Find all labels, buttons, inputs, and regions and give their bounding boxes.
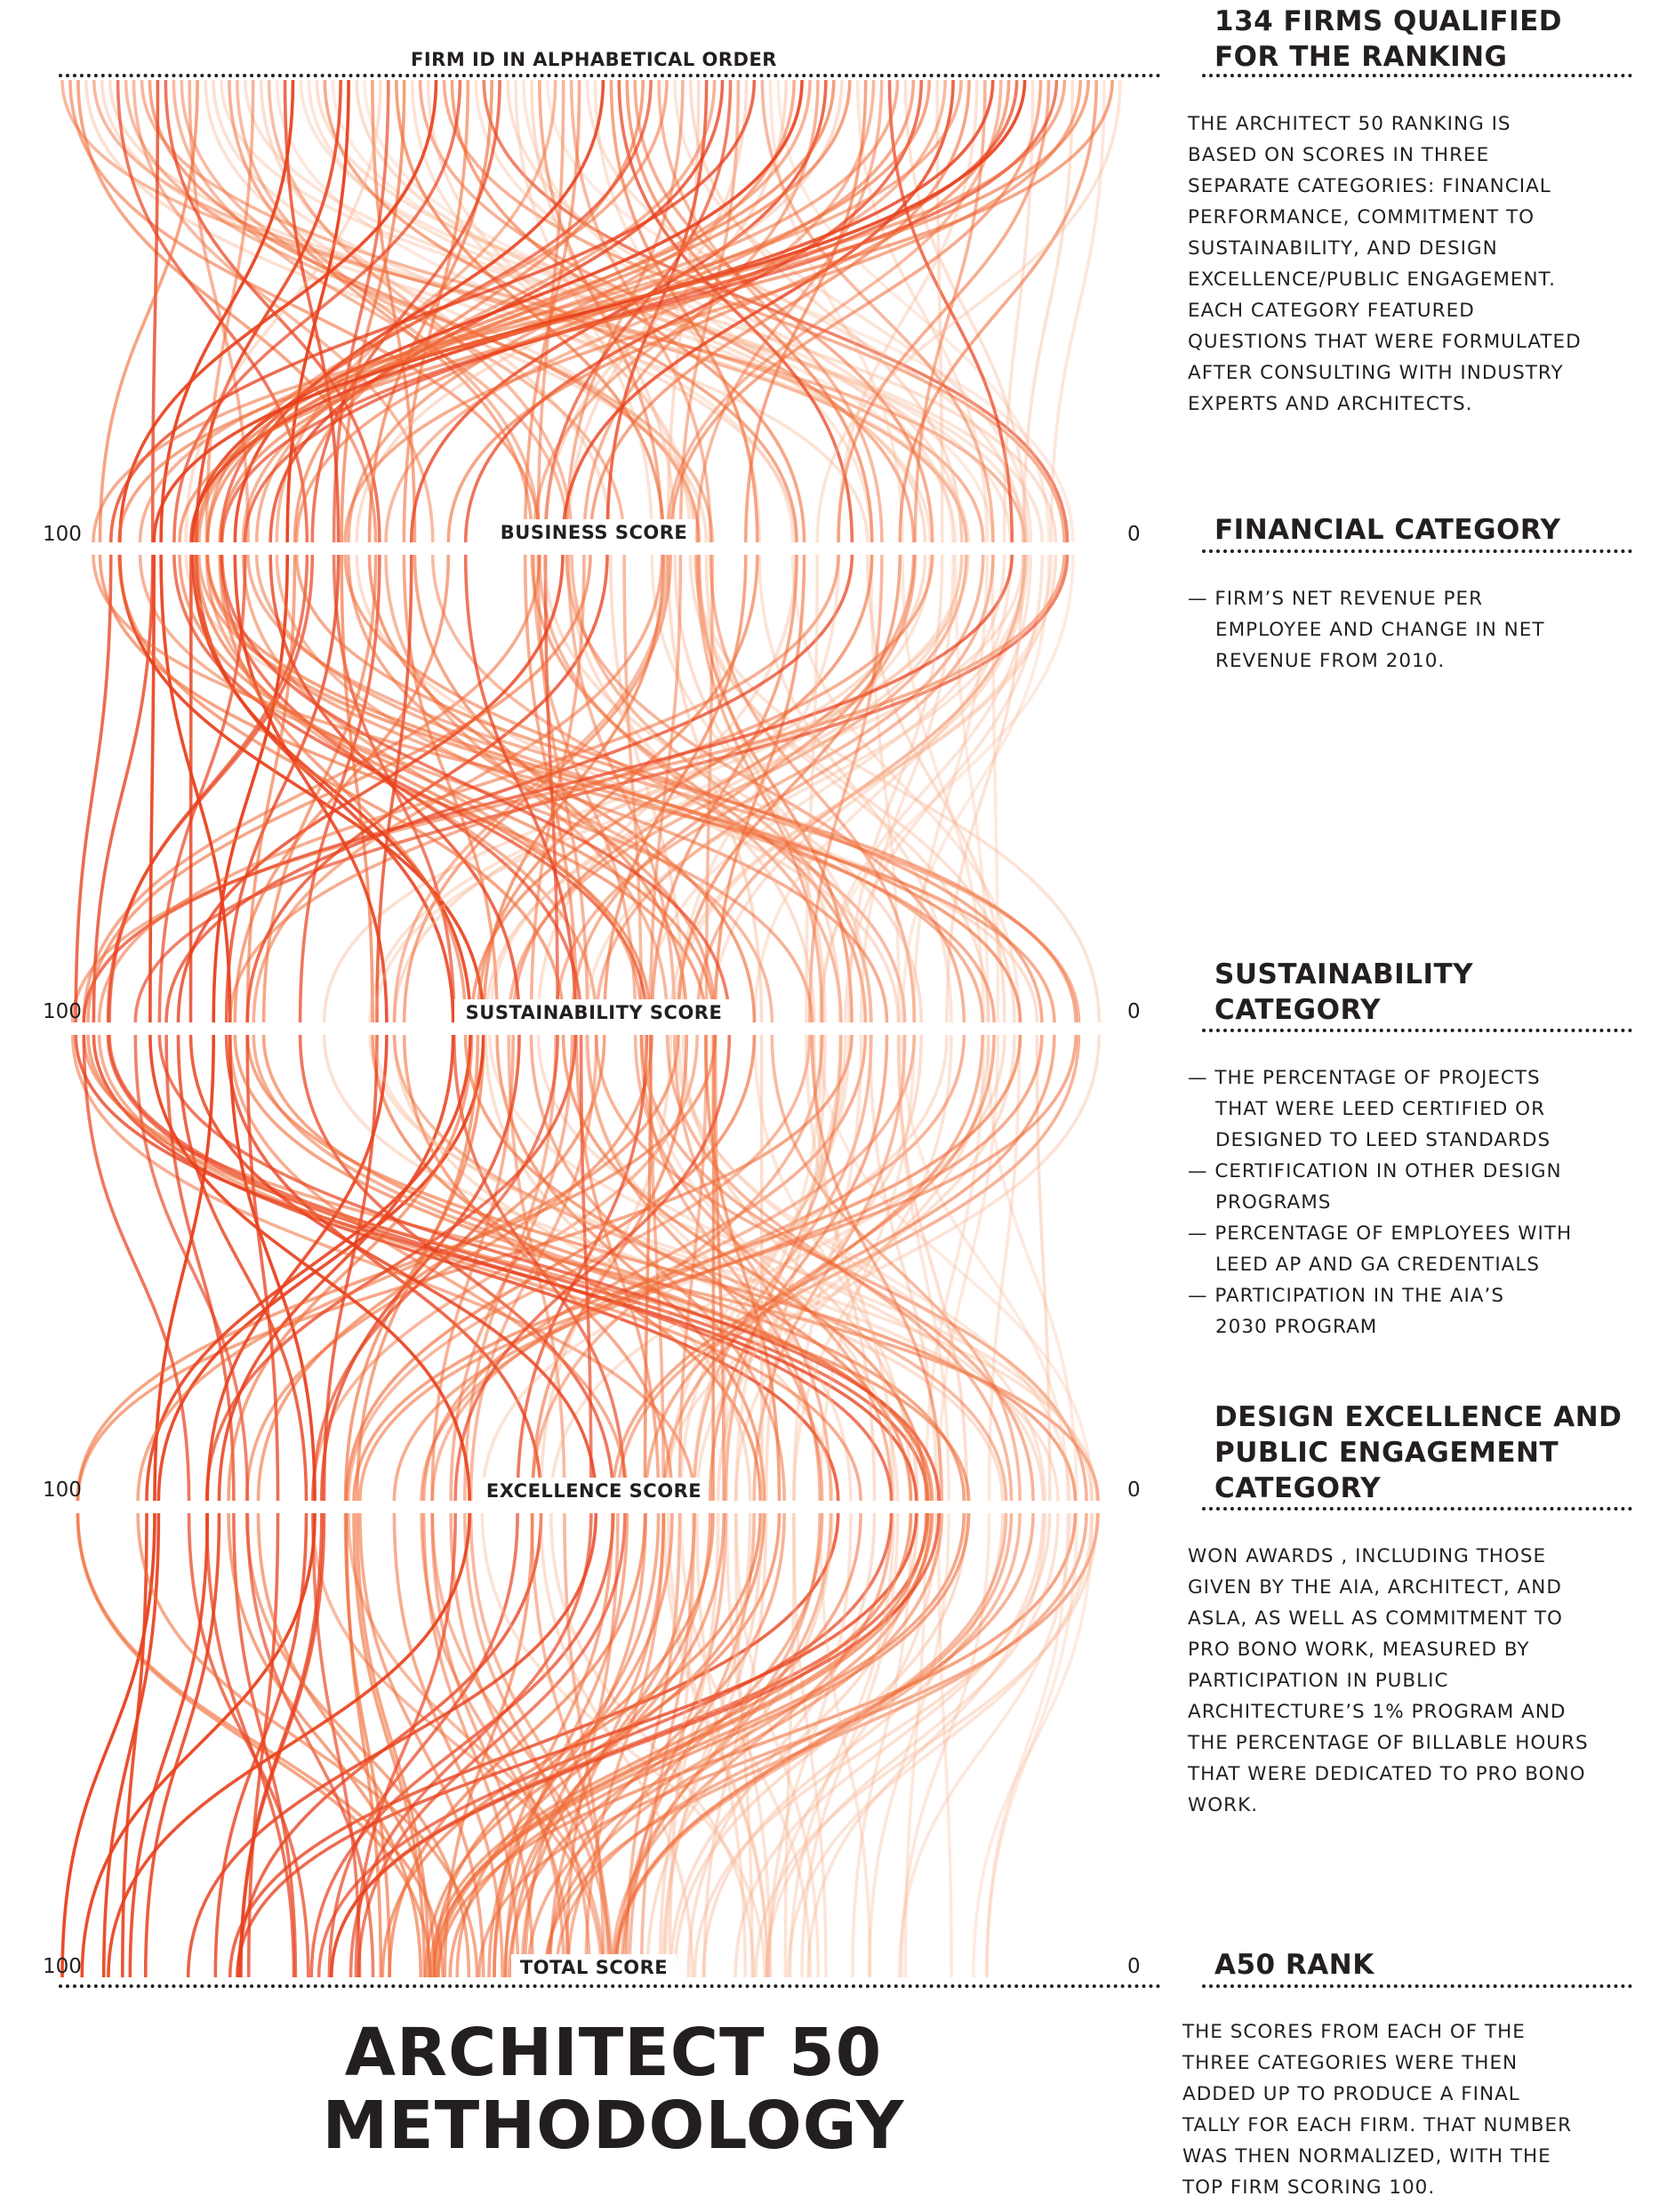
- axis-title: TOTAL SCORE: [519, 1957, 669, 1978]
- axis-rule-business: [1202, 549, 1632, 553]
- text-line: THE SCORES FROM EACH OF THE: [1182, 2021, 1526, 2043]
- text-line: ASLA, AS WELL AS COMMITMENT TO: [1188, 1607, 1563, 1630]
- heading-line: A50 RANK: [1214, 1949, 1374, 1981]
- text-line: EXCELLENCE/PUBLIC ENGAGEMENT.: [1188, 268, 1556, 291]
- text-line: SUSTAINABILITY, AND DESIGN: [1188, 237, 1498, 260]
- axis-rule-total: [59, 1984, 1161, 1988]
- bullet-line: DESIGNED TO LEED STANDARDS: [1215, 1129, 1551, 1151]
- bullet-line: — CERTIFICATION IN OTHER DESIGN: [1188, 1160, 1562, 1182]
- text-line: THE PERCENTAGE OF BILLABLE HOURS: [1188, 1732, 1589, 1754]
- text-line: THAT WERE DEDICATED TO PRO BONO: [1188, 1763, 1586, 1785]
- text-line: ADDED UP TO PRODUCE A FINAL: [1182, 2083, 1520, 2105]
- text-line: AFTER CONSULTING WITH INDUSTRY: [1188, 362, 1564, 384]
- heading-design-excellence-category: [1214, 1399, 1622, 1506]
- tick-label-max-score: 100: [43, 1479, 82, 1502]
- text-line: TALLY FOR EACH FIRM. THAT NUMBER: [1182, 2114, 1573, 2136]
- heading-a50-rank: [1214, 1947, 1374, 1983]
- heading-firms-qualified: [1214, 4, 1562, 75]
- design-excellence-paragraph: [1188, 1541, 1589, 1821]
- heading-line: 134 FIRMS QUALIFIED: [1214, 5, 1563, 37]
- tick-label-min-score: 0: [1127, 1479, 1141, 1502]
- page-title: [302, 2016, 925, 2162]
- text-line: GIVEN BY THE AIA, ARCHITECT, AND: [1188, 1576, 1562, 1599]
- heading-line: SUSTAINABILITY: [1214, 958, 1474, 990]
- text-line: WORK.: [1188, 1794, 1259, 1816]
- bullet-line: THAT WERE LEED CERTIFIED OR: [1215, 1098, 1546, 1120]
- text-line: TOP FIRM SCORING 100.: [1182, 2176, 1436, 2199]
- axis-title: EXCELLENCE SCORE: [485, 1480, 702, 1502]
- text-line: ARCHITECTURE’S 1% PROGRAM AND: [1188, 1701, 1567, 1723]
- tick-label-min-score: 0: [1127, 1000, 1141, 1023]
- axis-rule-firm-id: [59, 74, 1161, 77]
- heading-financial-category: [1214, 512, 1561, 548]
- text-line: EXPERTS AND ARCHITECTS.: [1188, 393, 1473, 415]
- firm-curves: [62, 80, 1120, 1977]
- intro-paragraph: [1188, 108, 1582, 420]
- bullet-line: — PERCENTAGE OF EMPLOYEES WITH: [1188, 1222, 1573, 1245]
- bullet-line: LEED AP AND GA CREDENTIALS: [1215, 1254, 1540, 1276]
- axis-title: SUSTAINABILITY SCORE: [465, 1002, 723, 1023]
- text-line: THREE CATEGORIES WERE THEN: [1182, 2052, 1519, 2074]
- heading-sustainability-category: [1214, 957, 1473, 1028]
- firm-curve: [62, 80, 349, 1977]
- heading-line: DESIGN EXCELLENCE AND: [1214, 1401, 1623, 1433]
- section-rule-5: [1202, 1984, 1632, 1988]
- axis-rule-sustainability: [1202, 1029, 1632, 1032]
- heading-line: CATEGORY: [1214, 1472, 1382, 1504]
- bullet-line: — PARTICIPATION IN THE AIA’S: [1188, 1285, 1504, 1307]
- title-line: METHODOLOGY: [322, 2088, 905, 2164]
- tick-label-min-score: 0: [1127, 1955, 1141, 1978]
- text-line: WON AWARDS , INCLUDING THOSE: [1188, 1545, 1547, 1567]
- financial-bullets: [1188, 583, 1544, 677]
- heading-line: FINANCIAL CATEGORY: [1214, 514, 1561, 546]
- text-line: QUESTIONS THAT WERE FORMULATED: [1188, 331, 1582, 353]
- sustainability-bullets: [1188, 1062, 1572, 1342]
- text-line: WAS THEN NORMALIZED, WITH THE: [1182, 2145, 1551, 2168]
- text-line: EACH CATEGORY FEATURED: [1188, 300, 1475, 322]
- text-line: THE ARCHITECT 50 RANKING IS: [1188, 113, 1511, 135]
- heading-line: FOR THE RANKING: [1214, 41, 1508, 73]
- bullet-line: — THE PERCENTAGE OF PROJECTS: [1188, 1067, 1541, 1089]
- axis-title: BUSINESS SCORE: [500, 522, 688, 543]
- tick-label-max-score: 100: [43, 1955, 82, 1978]
- a50-rank-paragraph: [1182, 2016, 1572, 2203]
- tick-label-max-score: 100: [43, 523, 82, 546]
- tick-label-max-score: 100: [43, 1000, 82, 1023]
- title-line: ARCHITECT 50: [344, 2015, 883, 2091]
- text-line: PARTICIPATION IN PUBLIC: [1188, 1670, 1449, 1692]
- text-line: PRO BONO WORK, MEASURED BY: [1188, 1639, 1530, 1661]
- bullet-line: PROGRAMS: [1215, 1191, 1332, 1214]
- heading-line: PUBLIC ENGAGEMENT: [1214, 1437, 1559, 1469]
- bullet-line: 2030 PROGRAM: [1215, 1316, 1378, 1338]
- text-line: BASED ON SCORES IN THREE: [1188, 144, 1490, 166]
- tick-label-min-score: 0: [1127, 523, 1141, 546]
- text-line: PERFORMANCE, COMMITMENT TO: [1188, 206, 1535, 228]
- bullet-line: EMPLOYEE AND CHANGE IN NET: [1215, 619, 1545, 641]
- axis-rule-excellence: [1202, 1507, 1632, 1511]
- heading-line: CATEGORY: [1214, 994, 1382, 1026]
- axis-title: FIRM ID IN ALPHABETICAL ORDER: [411, 49, 777, 70]
- bullet-line: — FIRM’S NET REVENUE PER: [1188, 588, 1484, 610]
- bullet-line: REVENUE FROM 2010.: [1215, 650, 1446, 672]
- text-line: SEPARATE CATEGORIES: FINANCIAL: [1188, 175, 1551, 197]
